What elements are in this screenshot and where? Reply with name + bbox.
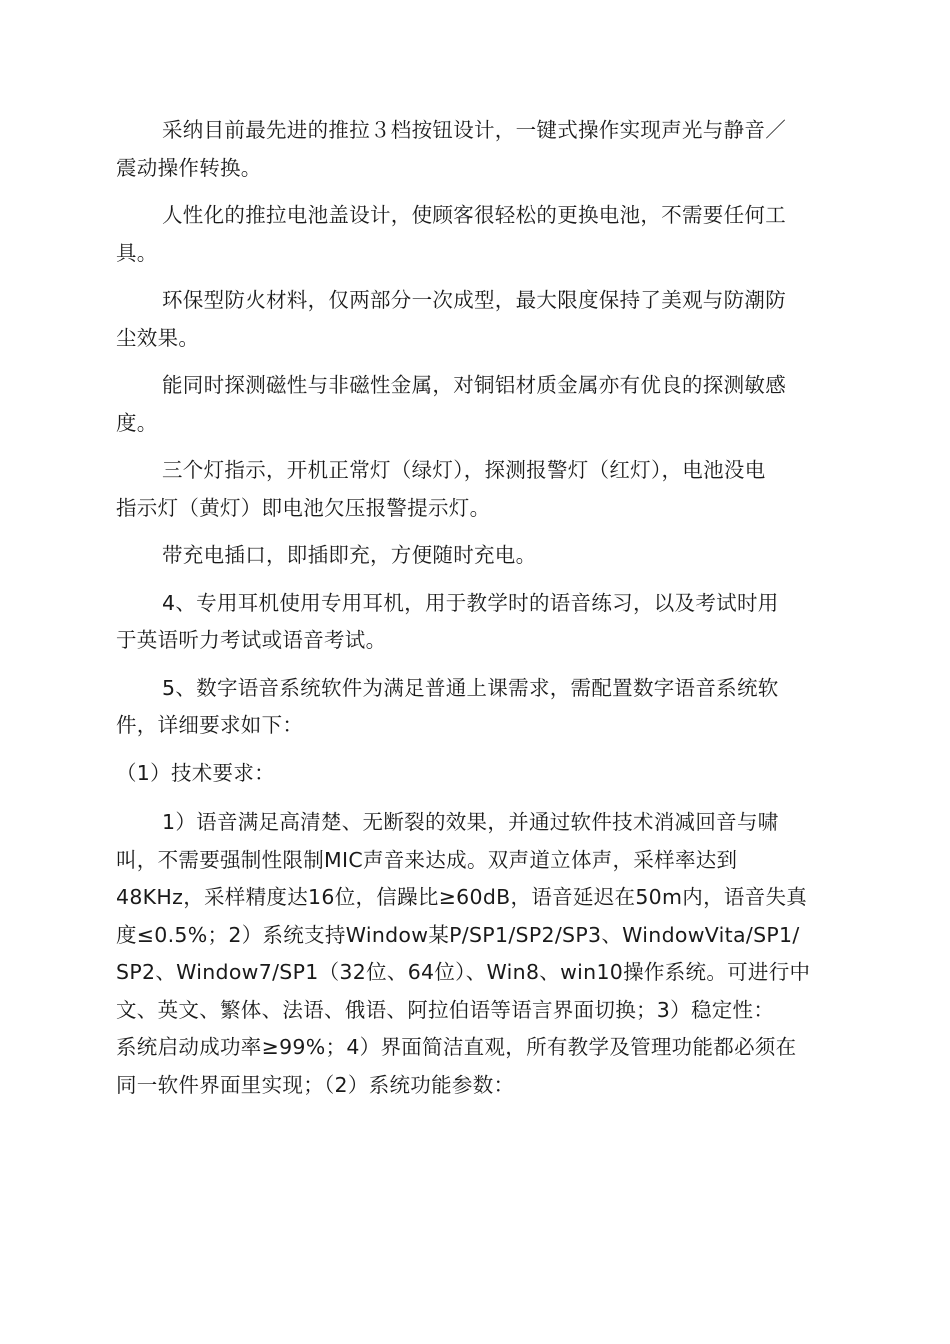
text-line: 具。 bbox=[116, 240, 158, 265]
text-line: 震动操作转换。 bbox=[116, 155, 262, 180]
paragraph-headphones bbox=[116, 585, 836, 660]
text-line: 能同时探测磁性与非磁性金属，对铜铝材质金属亦有优良的探测敏感 bbox=[162, 373, 786, 397]
paragraph-material bbox=[116, 282, 836, 357]
paragraph-battery-cover bbox=[116, 197, 836, 272]
text-line: （1）技术要求： bbox=[116, 760, 275, 785]
text-line: 指示灯（黄灯）即电池欠压报警提示灯。 bbox=[116, 495, 491, 520]
text-line: SP2、Window7/SP1（32位、64位）、Win8、win10操作系统。可进行中 bbox=[116, 960, 811, 984]
text-line: 4、专用耳机使用专用耳机，用于教学时的语音练习，以及考试时用 bbox=[162, 590, 779, 615]
paragraph-indicator-lights bbox=[116, 452, 836, 527]
text-line: 系统启动成功率≥99%；4）界面简洁直观，所有教学及管理功能都必须在 bbox=[116, 1035, 797, 1059]
text-line: 尘效果。 bbox=[116, 325, 200, 350]
paragraph-switch-design bbox=[116, 112, 836, 187]
document-body bbox=[116, 112, 836, 1104]
paragraph-charging-port bbox=[116, 537, 836, 575]
paragraph-technical-specs bbox=[116, 804, 836, 1104]
text-line: 叫，不需要强制性限制MIC声音来达成。双声道立体声，采样率达到 bbox=[116, 847, 738, 872]
text-line: 人性化的推拉电池盖设计，使顾客很轻松的更换电池，不需要任何工 bbox=[162, 203, 786, 227]
text-line: 带充电插口，即插即充，方便随时充电。 bbox=[162, 543, 537, 567]
text-line: 1）语音满足高清楚、无断裂的效果，并通过软件技术消减回音与啸 bbox=[162, 810, 779, 834]
text-line: 5、数字语音系统软件为满足普通上课需求，需配置数字语音系统软 bbox=[162, 675, 779, 700]
text-line: 采纳目前最先进的推拉３档按钮设计，一键式操作实现声光与静音／ bbox=[162, 118, 786, 142]
text-line: 于英语听力考试或语音考试。 bbox=[116, 628, 387, 652]
text-line: 同一软件界面里实现；（2）系统功能参数： bbox=[116, 1072, 515, 1097]
text-line: 件，详细要求如下： bbox=[116, 713, 304, 737]
text-line: 度≤0.5%；2）系统支持Window某P/SP1/SP2/SP3、WindowVita/SP1/ bbox=[116, 922, 800, 947]
text-line: 文、英文、繁体、法语、俄语、阿拉伯语等语言界面切换；3）稳定性： bbox=[116, 997, 775, 1022]
text-line: 48KHz，采样精度达16位，信躁比≥60dB，语音延迟在50m内，语音失真 bbox=[116, 885, 808, 909]
text-line: 度。 bbox=[116, 410, 158, 435]
section-heading-technical-requirements bbox=[116, 755, 836, 793]
text-line: 环保型防火材料，仅两部分一次成型，最大限度保持了美观与防潮防 bbox=[162, 288, 786, 312]
paragraph-metal-detection bbox=[116, 367, 836, 442]
text-line: 三个灯指示，开机正常灯（绿灯），探测报警灯（红灯），电池没电 bbox=[162, 458, 766, 482]
paragraph-voice-software bbox=[116, 670, 836, 745]
